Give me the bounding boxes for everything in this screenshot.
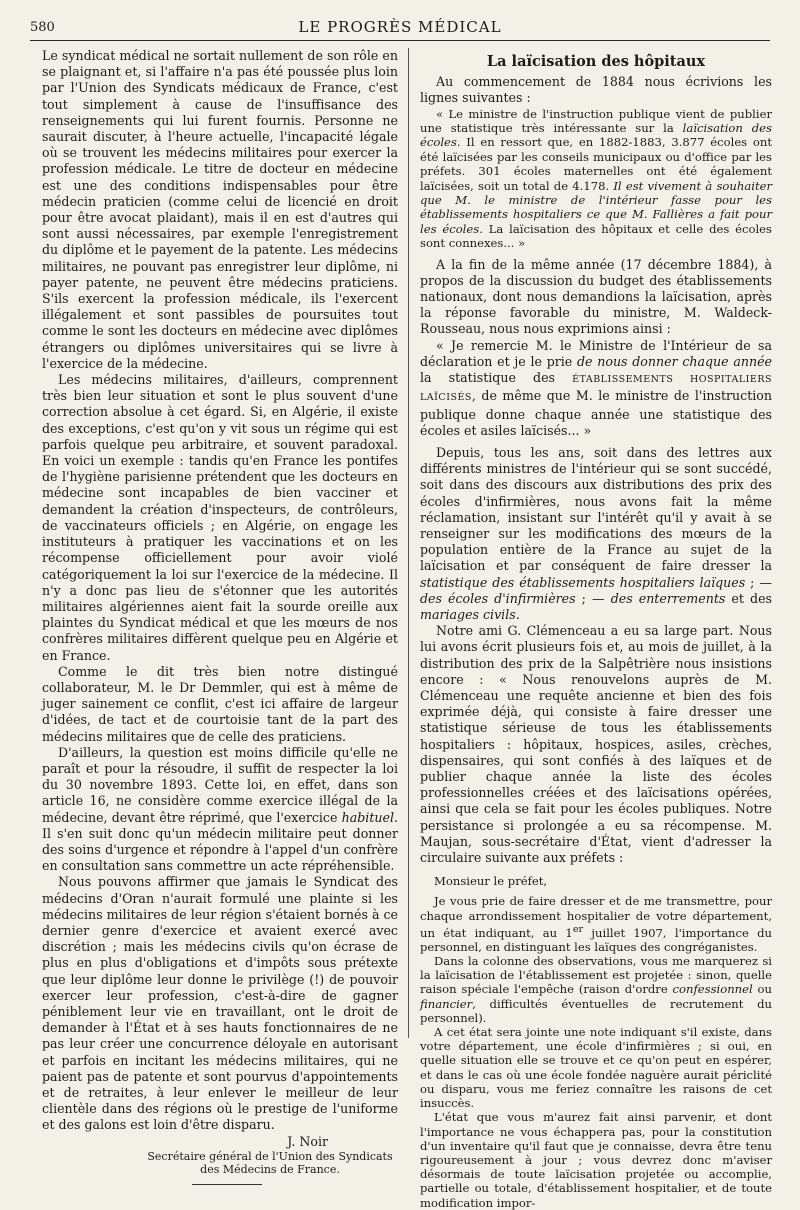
emphasis-text: de nous donner chaque année [577, 353, 772, 369]
text-run: D'ailleurs, la question est moins difficile qu'elle ne paraît et pour la résoudre, il suffit de respecter la loi du 30 novembre 1893. Cette loi, en effet, dans son article 16, ne considère comme exercice illégal de la médecine, devant être réprimé, que l'exercice [42, 744, 398, 825]
text-run: . [515, 606, 520, 622]
text-run: « Je remercie M. le Ministre de l'Intérieur de sa déclaration et je le prie [420, 337, 772, 369]
emphasis-text: des enterrements [610, 590, 726, 606]
text-run: . Il s'en suit donc qu'un médecin militaire peut donner des soins d'urgence et répondre à l'appel d'un confrère en consultation sans commettre un acte répréhensible. [42, 809, 398, 874]
emphasis-text: Il est vivement à souhaiter que M. le ministre de l'intérieur fasse pour les établissements hospitaliers ce que M. Fallières a fait pour les écoles. [420, 178, 772, 236]
text-run: Dans la colonne des observations, vous me marquerez si la laïcisation de l'établissement est projetée : sinon, quelle raison spéciale l'empêche (raison d'ordre [420, 954, 772, 997]
paragraph: Nous pouvons affirmer que jamais le Syndicat des médecins d'Oran n'aurait formulé une plainte si les médecins militaires de leur région s'étaient bornés à ce dernier genre d'exercice et avaient exercé avec discrétion ; mais les médecins civils qu'on écrase de plus en plus d'obligations et d'impôts sous prétexte que leur diplôme leur donne le privilège (!) de pouvoir exercer leur profession, c'est-à-dire de gagner péniblement leur vie en travaillant, ont le droit de demander à l'État et à ses hauts fonctionnaires de ne pas leur créer une concurrence déloyale en autorisant et parfois en incitant les médecins militaires, qui ne paient pas de patente et sont pourvus d'appointements et de retraites, à leur enlever le meilleur de leur clientèle dans des régions où le prestige de l'uniforme et des galons est loin d'être disparu. [42, 874, 398, 1133]
text-run: et des [725, 590, 772, 606]
quote-paragraph [420, 338, 772, 439]
paragraph: L'état que vous m'aurez fait ainsi parvenir, et dont l'importance ne vous échappera pas, pour la constitution d'un inventaire qu'il faut que je connaisse, devra être tenu rigoureusement à jour ; vous devrez donc m'aviser désormais de toute laïcisation projetée ou accomplie, partielle ou totale, d'établissement hospitalier, et de toute modification impor- [420, 1110, 772, 1210]
paragraph: Comme le dit très bien notre distingué collaborateur, M. le Dr Demmler, qui est à même de juger sainement ce conflit, c'est ici affaire de largeur d'idées, de tact et de courtoisie tant de la part des médecins militaires que de celle des praticiens. [42, 663, 398, 744]
right-column [420, 48, 772, 1210]
paragraph: Les médecins militaires, d'ailleurs, comprennent très bien leur situation et sont le plus souvent d'une correction absolue à cet égard. Si, en Algérie, il existe des exceptions, c'est qu'on y vit sous un régime qui est parfois quelque peu arbitraire, et souvent paradoxal. En voici un exemple : tandis qu'en France les pontifes de l'hygiène parisienne prétendent que les docteurs en médecine sont incapables de bien vacciner et demandent la création d'inspecteurs, de contrôleurs, de vaccinateurs officiels ; en Algérie, on engage les instituteurs à pratiquer les vaccinations et on les récompense officiellement pour avoir violé catégoriquement la loi sur l'exercice de la médecine. Il n'y a donc pas lieu de s'étonner que les autorités militaires algériennes aient fait la sourde oreille aux plaintes du Syndicat médical et que les mœurs de nos confrères militaires diffèrent quelque peu en Algérie et en France. [42, 372, 398, 663]
paragraph: A cet état sera jointe une note indiquant s'il existe, dans votre département, une école d'infirmières ; si oui, en quelle situation elle se trouve et ce qu'on peut en espérer, et dans le cas où une école fondée naguère aurait périclité ou disparu, vous me feriez connaître les raisons de cet insuccès. [420, 1025, 772, 1111]
emphasis-text: financier [420, 996, 473, 1011]
paragraph: Au commencement de 1884 nous écrivions les lignes suivantes : [420, 74, 772, 106]
emphasis-text: des écoles d'infirmières [420, 590, 576, 606]
text-run: , de même que M. le ministre de l'instruction publique donne chaque année une statistique des écoles et asiles laïcisés... » [420, 388, 772, 438]
article-title: La laïcisation des hôpitaux [486, 53, 706, 70]
left-column [42, 48, 398, 1185]
emphasis-text: laïcisation des écoles [420, 121, 772, 150]
text-run: La laïcisation des hôpitaux et celle des écoles sont connexes... » [420, 221, 772, 251]
text-run: Depuis, tous les ans, soit dans des lettres aux différents ministres de l'intérieur qui se sont succédé, soit dans des discours aux distributions des prix des écoles d'infirmières, nous avons fait la même réclamation, insistant sur l'intérêt qu'il y avait à se renseigner sur les modifications des mœurs de la population entière de la France au sujet de la laïcisation et par conséquent de faire dresser la [420, 444, 772, 574]
text-run: juillet 1907, l'importance du personnel, en distinguant les laïques des congréganistes. [420, 925, 772, 954]
paragraph: Le syndicat médical ne sortait nullement de son rôle en se plaignant et, si l'affaire n'a pas été poussée plus loin par l'Union des Syndicats médicaux de France, c'est tout simplement à cause de l'insuffisance des renseignements qui lui furent fournis. Personne ne saurait discuter, à l'heure actuelle, l'incapacité légale où se trouvent les médecins militaires pour exercer la profession médicale. Le titre de docteur en médecine est une des conditions indispensables pour être médecin praticien (comme celui de licencié en droit pour être avocat plaidant), mais il en est d'autres qui sont aussi nécessaires, par exemple l'enregistrement du diplôme et le payement de la patente. Les médecins militaires, ne pouvant pas enregistrer leur diplôme, ni payer patente, ne peuvent être médecins praticiens. S'ils exercent la profession médicale, ils l'exercent illégalement et sont passibles de poursuites tout comme le sont les docteurs en médecine avec diplômes étrangers ou diplômes universitaires qui se livre à l'exercice de la médecine. [42, 48, 398, 371]
text-run: « Le ministre de l'instruction publique vient de publier une statistique très intéressante sur la [420, 106, 772, 136]
quote-paragraph [420, 107, 772, 251]
text-run: ou [752, 982, 772, 997]
paragraph: A la fin de la même année (17 décembre 1884), à propos de la discussion du budget des établissements nationaux, dont nous demandions la laïcisation, après la réponse favorable du ministre, M. Waldeck-Rousseau, nous nous exprimions ainsi : [420, 256, 772, 337]
paragraph [420, 894, 772, 954]
text-run: ; — [745, 574, 772, 590]
emphasis-text: confessionnel [672, 982, 753, 997]
spacer [420, 866, 772, 874]
journal-title: LE PROGRÈS MÉDICAL [298, 18, 502, 36]
closing-rule [192, 1184, 262, 1185]
page-header [30, 14, 770, 41]
small-caps-text: ÉTABLISSEMENTS HOSPITALIERS LAÏCISÉS [420, 374, 772, 404]
superscript: er [572, 923, 584, 935]
text-run: , difficultés éventuelles de recrutement du personnel). [420, 996, 772, 1025]
paragraph: Notre ami G. Clémenceau a eu sa large part. Nous lui avons écrit plusieurs fois et, au mois de juillet, à la distribution des prix de la Salpêtrière nous insistions encore : « Nous renouvelons auprès de M. Clémenceau une requête ancienne et bien des fois exprimée déjà, qui consiste à faire dresser une statistique sérieuse de tous les établissements hospitaliers : hôpitaux, hospices, asiles, crèches, dispensaires, qui sont confiés à des laïques et de publier chaque année la liste des écoles professionnelles créées et des laïcisations opérées, ainsi que cela se fait pour les écoles publiques. Notre persistance si prolongée a eu sa récompense. M. Maujan, sous-secrétaire d'État, vient d'adresser la circulaire suivante aux préfets : [420, 623, 772, 865]
text-run: . Il en ressort que, en 1882-1883, 3.877 écoles ont été laïcisées par les conseils municipaux ou d'office par les préfets. 301 écoles maternelles ont été également laïcisées, soit un total de 4.178. [420, 135, 772, 193]
author-signature: J. Noir [287, 1133, 328, 1149]
circular-letter [420, 874, 772, 1210]
emphasis-text: statistique des établissements hospitaliers laïques [420, 574, 746, 590]
paragraph [42, 745, 398, 875]
emphasis-text: mariages civils [420, 606, 516, 622]
paragraph [420, 445, 772, 623]
page-number: 580 [30, 20, 55, 35]
author-title: Secrétaire général de l'Union des Syndicats des Médecins de France. [147, 1149, 393, 1176]
salutation: Monsieur le préfet, [434, 874, 548, 889]
column-divider [408, 48, 409, 1038]
text-run: la statistique des [420, 370, 573, 386]
paragraph [420, 954, 772, 1025]
text-run: ; — [575, 590, 611, 606]
emphasis-text: habituel [341, 809, 394, 825]
text-run: Je vous prie de faire dresser et de me transmettre, pour chaque arrondissement hospitalier de votre département, un état indiquant, au 1 [420, 894, 772, 940]
